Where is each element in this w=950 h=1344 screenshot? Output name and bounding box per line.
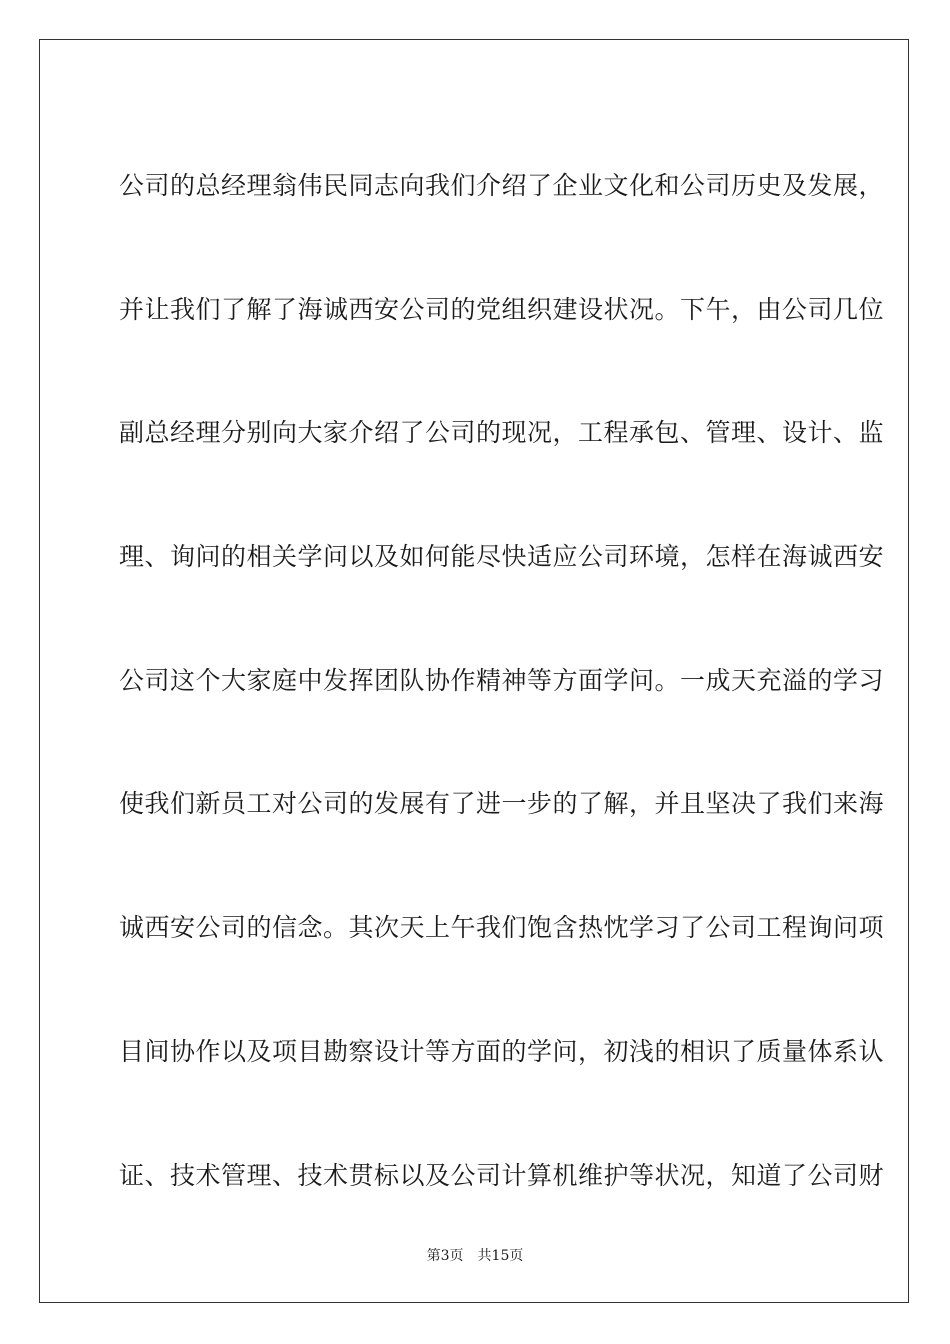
text-line: 理、询问的相关学问以及如何能尽快适应公司环境，怎样在海诚西安 — [119, 542, 885, 572]
text-line: 证、技术管理、技术贯标以及公司计算机维护等状况，知道了公司财 — [119, 1160, 885, 1190]
text-line: 公司的总经理翁伟民同志向我们介绍了企业文化和公司历史及发展， — [119, 171, 885, 200]
text-line: 使我们新员工对公司的发展有了进一步的了解，并且坚决了我们来海 — [119, 789, 885, 819]
page-total: 共15页 — [477, 1248, 524, 1264]
text-line: 公司这个大家庭中发挥团队协作精神等方面学问。一成天充溢的学习 — [119, 665, 885, 695]
document-page — [39, 39, 909, 1303]
text-line: 诚西安公司的信念。其次天上午我们饱含热忱学习了公司工程询问项 — [119, 913, 885, 943]
text-line: 副总经理分别向大家介绍了公司的现况，工程承包、管理、设计、监 — [119, 418, 885, 448]
text-line: 并让我们了解了海诚西安公司的党组织建设状况。下午，由公司几位 — [119, 294, 885, 324]
body-text — [119, 163, 885, 1276]
page-footer — [0, 1245, 950, 1265]
text-line: 目间协作以及项目勘察设计等方面的学问，初浅的相识了质量体系认 — [119, 1036, 885, 1066]
page-number: 第3页 — [426, 1248, 464, 1264]
